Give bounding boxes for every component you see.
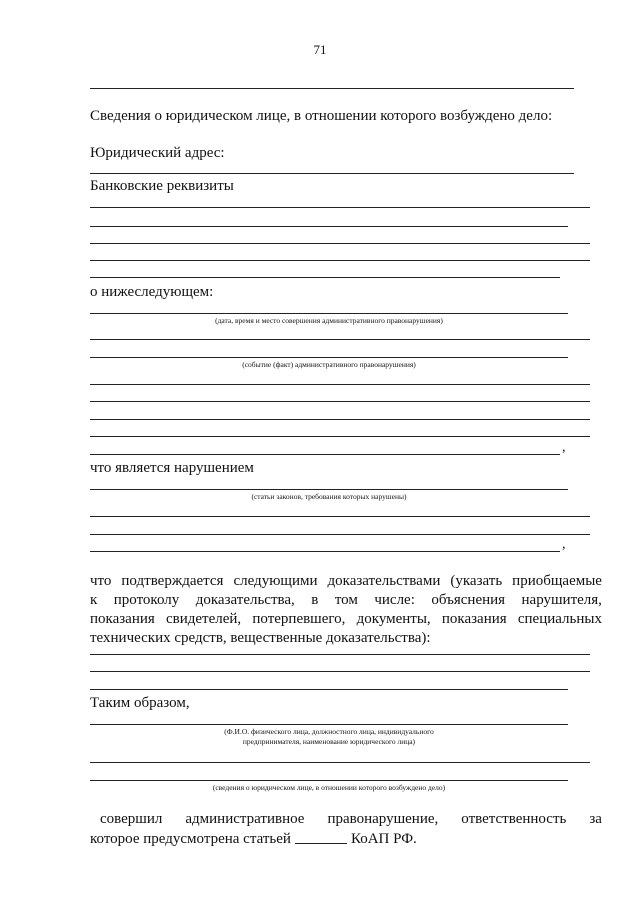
entity-line <box>90 780 568 781</box>
event-line-4 <box>90 419 590 420</box>
caption-datetime: (дата, время и место совершения административного правонарушения) <box>215 316 443 325</box>
evidence-line-1: что подтверждается следующими доказательствами (указать приобщаемые <box>90 573 602 589</box>
caption-entity: (сведения о юридическом лице, в отношении которого возбуждено дело) <box>212 783 446 792</box>
caption-person-1: (Ф.И.О. физического лица, должностного лица, индивидуального <box>224 727 434 736</box>
bank-line-4 <box>90 260 590 261</box>
evidence-paragraph <box>90 572 602 648</box>
evidence-line-2: к протоколу доказательства, в том числе: объяснения нарушителя, <box>90 592 602 608</box>
event-line <box>90 357 568 358</box>
bank-line-2 <box>90 226 568 227</box>
datetime-line <box>90 313 568 314</box>
bank-line-5 <box>90 277 560 278</box>
top-blank-line <box>90 88 574 89</box>
evidence-line-3: показания свидетелей, потерпевшего, документы, показания специальных <box>90 611 602 627</box>
section-heading: Сведения о юридическом лице, в отношении которого возбуждено дело: <box>90 108 553 124</box>
datetime-line-2 <box>90 339 590 340</box>
person-line <box>90 724 568 725</box>
violation-label: что является нарушением <box>90 460 254 476</box>
bank-details-label: Банковские реквизиты <box>90 178 234 194</box>
evidence-line-b <box>90 671 590 672</box>
event-line-2 <box>90 384 590 385</box>
caption-person-2: предпринимателя, наименование юридического лица) <box>242 737 416 746</box>
caption-event: (событие (факт) административного правонарушения) <box>242 360 416 369</box>
laws-comma: , <box>562 537 566 552</box>
thus-label: Таким образом, <box>90 695 190 711</box>
bank-line-1 <box>90 207 590 208</box>
following-label: о нижеследующем: <box>90 284 214 300</box>
legal-address-line <box>90 173 574 174</box>
laws-line-3 <box>90 534 590 535</box>
event-line-6 <box>90 454 560 455</box>
page-number: 71 <box>313 42 327 57</box>
article-blank <box>295 829 347 844</box>
laws-line-2 <box>90 516 590 517</box>
evidence-line-a <box>90 654 590 655</box>
evidence-line-4: технических средств, вещественные доказательства): <box>90 630 431 646</box>
conclusion-line-2: которое предусмотрена статьей КоАП РФ. <box>90 831 417 847</box>
event-line-3 <box>90 401 590 402</box>
caption-laws: (статьи законов, требования которых нарушены) <box>251 492 407 501</box>
event-comma: , <box>562 440 566 455</box>
conclusion-line-1: совершил административное правонарушение, ответственность за <box>100 811 602 827</box>
conclusion-paragraph <box>100 810 602 829</box>
laws-line <box>90 489 568 490</box>
event-line-5 <box>90 436 590 437</box>
person-line-2 <box>90 762 590 763</box>
laws-line-4 <box>90 551 560 552</box>
evidence-line-c <box>90 689 568 690</box>
bank-line-3 <box>90 243 590 244</box>
legal-address-label: Юридический адрес: <box>90 145 225 161</box>
